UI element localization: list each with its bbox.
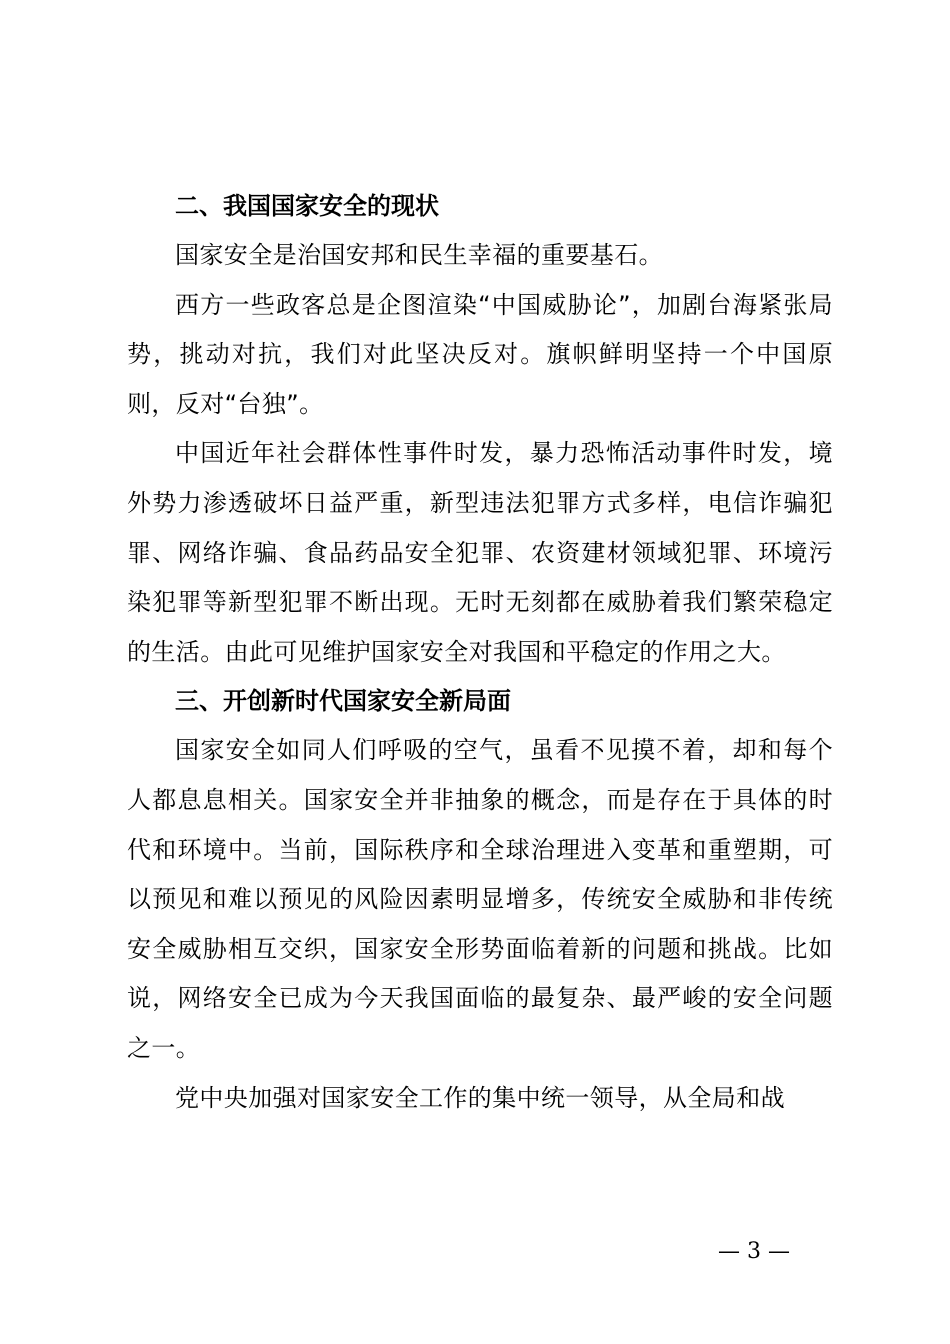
page-number: — 3 — <box>718 1239 790 1264</box>
paragraph: 西方一些政客总是企图渲染“中国威胁论”，加剧台海紧张局势，挑动对抗，我们对此坚决反对。旗帜鲜明坚持一个中国原则，反对“台独”。 <box>127 290 833 418</box>
paragraph: 中国近年社会群体性事件时发，暴力恐怖活动事件时发，境外势力渗透破坏日益严重，新型违法犯罪方式多样，电信诈骗犯罪、网络诈骗、食品药品安全犯罪、农资建材领域犯罪、环境污染犯罪等新型犯罪不断出现。无时无刻都在威胁着我们繁荣稳定的生活。由此可见维护国家安全对我国和平稳定的作用之大。 <box>127 439 833 666</box>
paragraph: 国家安全是治国安邦和民生幸福的重要基石。 <box>175 241 663 269</box>
paragraph: 国家安全如同人们呼吸的空气，虽看不见摸不着，却和每个人都息息相关。国家安全并非抽象的概念，而是存在于具体的时代和环境中。当前，国际秩序和全球治理进入变革和重塑期，可以预见和难以预见的风险因素明显增多，传统安全威胁和非传统安全威胁相互交织，国家安全形势面临着新的问题和挑战。比如说，网络安全已成为今天我国面临的最复杂、最严峻的安全问题之一。 <box>127 736 833 1062</box>
section-heading-2: 二、我国国家安全的现状 <box>175 192 439 220</box>
section-heading-3: 三、开创新时代国家安全新局面 <box>175 687 511 716</box>
paragraph: 党中央加强对国家安全工作的集中统一领导，从全局和战 <box>175 1083 785 1112</box>
document-body <box>127 182 833 1123</box>
